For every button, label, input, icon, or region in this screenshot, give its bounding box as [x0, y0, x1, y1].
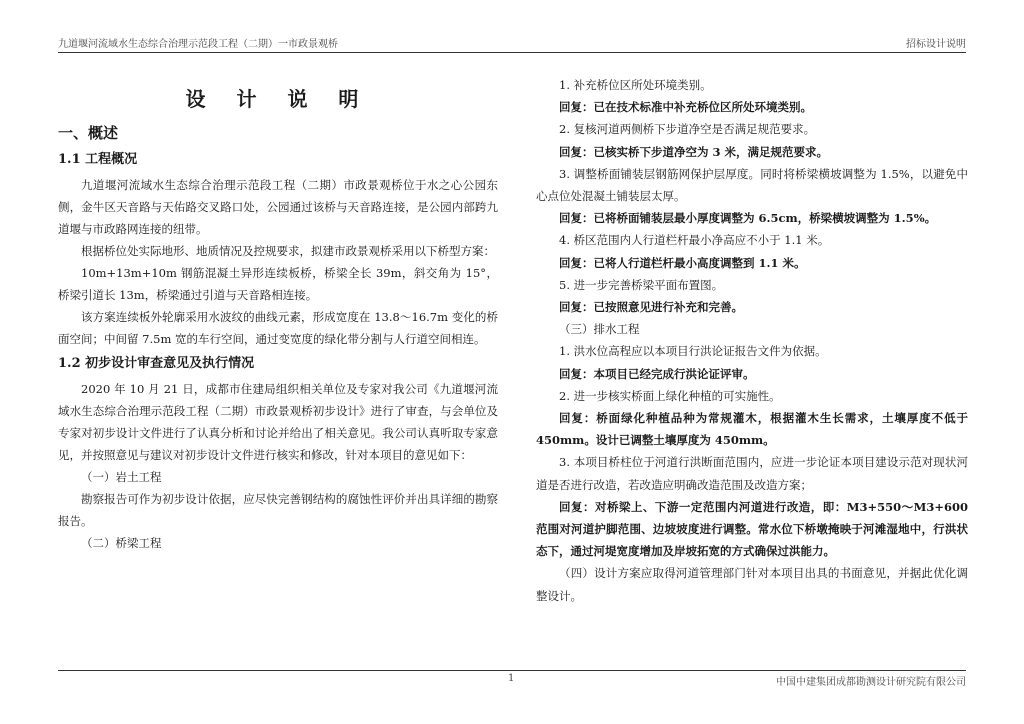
document-title: 设 计 说 明 [185, 87, 371, 111]
review-item: 5. 进一步完善桥梁平面布置图。 [559, 277, 724, 292]
reply-item: 回复：已按照意见进行补充和完善。 [559, 300, 743, 315]
paragraph-review: 2020 年 10 月 21 日，成都市住建局组织相关单位及专家对我公司《九道堰河流域水生态综合治理示范段工程（二期）市政景观桥初步设计》进行了审查，与会单位及专家对初步设计文件进行了认真分析和讨论并给出了相关意见。我公司认真听取专家意见，并按照意见与建议对初步设计文件进行核实和修改，针对本项目的意见如下： [58, 382, 498, 462]
review-item: 4. 桥区范围内人行道栏杆最小净高应不小于 1.1 米。 [559, 233, 830, 248]
paragraph-survey: 勘察报告可作为初步设计依据，应尽快完善钢结构的腐蚀性评价并出具详细的勘察报告。 [58, 492, 498, 528]
reply-item: 回复：桥面绿化种植品种为常规灌木，根据灌木生长需求，土壤厚度不低于 450mm。设计已调整土壤厚度为 450mm。 [536, 411, 968, 448]
header-doc-type: 招标设计说明 [906, 39, 966, 50]
subsection-heading-general: 1.1 工程概况 [58, 152, 138, 167]
item-drainage: （三）排水工程 [559, 322, 640, 337]
page-number: 1 [508, 673, 515, 684]
paragraph-location: 九道堰河流域水生态综合治理示范段工程（二期）市政景观桥位于水之心公园东侧，金牛区天音路与天佑路交叉路口处，公园通过该桥与天音路连接，是公园内部跨九道堰与市政路网连接的纽带。 [58, 178, 498, 236]
review-item: 3. 调整桥面铺装层钢筋网保护层厚度。同时将桥梁横坡调整为 1.5%，以避免中心点位处混凝土铺装层太厚。 [536, 166, 968, 204]
header-project-title: 九道堰河流域水生态综合治理示范段工程（二期）一市政景观桥 [58, 39, 338, 50]
review-item: 1. 补充桥位区所处环境类别。 [559, 78, 712, 92]
subsection-heading-review: 1.2 初步设计审查意见及执行情况 [58, 356, 255, 371]
page-header [58, 34, 966, 53]
review-item: 2. 进一步核实桥面上绿化种植的可实施性。 [559, 388, 781, 403]
right-column [536, 74, 968, 607]
item-geotechnical: （一）岩土工程 [81, 470, 162, 484]
reply-item: 回复：本项目已经完成行洪论证评审。 [559, 366, 755, 381]
paragraph-bridge-spec: 10m+13m+10m 钢筋混凝土异形连续板桥，桥梁全长 39m，斜交角为 15°，桥梁引道长 13m，桥梁通过引道与天音路相连接。 [58, 266, 498, 302]
paragraph-bridge-type: 根据桥位处实际地形、地质情况及控规要求，拟建市政景观桥采用以下桥型方案： [81, 244, 495, 258]
reply-item: 回复：对桥梁上、下游一定范围内河道进行改造，即：M3+550～M3+600 范围对河道护脚范围、边坡坡度进行调整。常水位下桥墩掩映于河滩湿地中，行洪状态下，通过河堤宽度增加及岸坡拓宽的方式确保过洪能力。 [536, 499, 968, 559]
item-design-approval: （四）设计方案应取得河道管理部门针对本项目出具的书面意见，并据此优化调整设计。 [536, 566, 968, 603]
review-item: 3. 本项目桥柱位于河道行洪断面范围内，应进一步论证本项目建设示范对现状河道是否进行改造，若改造应明确改造范围及改造方案； [536, 455, 968, 492]
paragraph-deck-space: 该方案连续板外轮廓采用水波纹的曲线元素，形成宽度在 13.8～16.7m 变化的桥面空间；中间留 7.5m 宽的车行空间，通过变宽度的绿化带分割与人行道空间相连。 [58, 310, 498, 346]
review-item: 2. 复核河道两侧桥下步道净空是否满足规范要求。 [559, 122, 816, 137]
page-footer [58, 670, 966, 691]
left-column [58, 72, 498, 554]
item-bridge-engineering: （二）桥梁工程 [81, 536, 162, 550]
reply-item: 回复：已将人行道栏杆最小高度调整到 1.1 米。 [559, 255, 806, 270]
reply-item: 回复：已在技术标准中补充桥位区所处环境类别。 [559, 100, 812, 115]
reply-item: 回复：已将桥面铺装层最小厚度调整为 6.5cm，桥梁横坡调整为 1.5%。 [559, 211, 937, 226]
footer-company: 中国中建集团成都勘测设计研究院有限公司 [776, 677, 966, 688]
reply-item: 回复：已核实桥下步道净空为 3 米，满足规范要求。 [559, 144, 829, 159]
section-heading-overview: 一、概述 [58, 124, 119, 142]
review-item: 1. 洪水位高程应以本项目行洪论证报告文件为依据。 [559, 344, 827, 359]
